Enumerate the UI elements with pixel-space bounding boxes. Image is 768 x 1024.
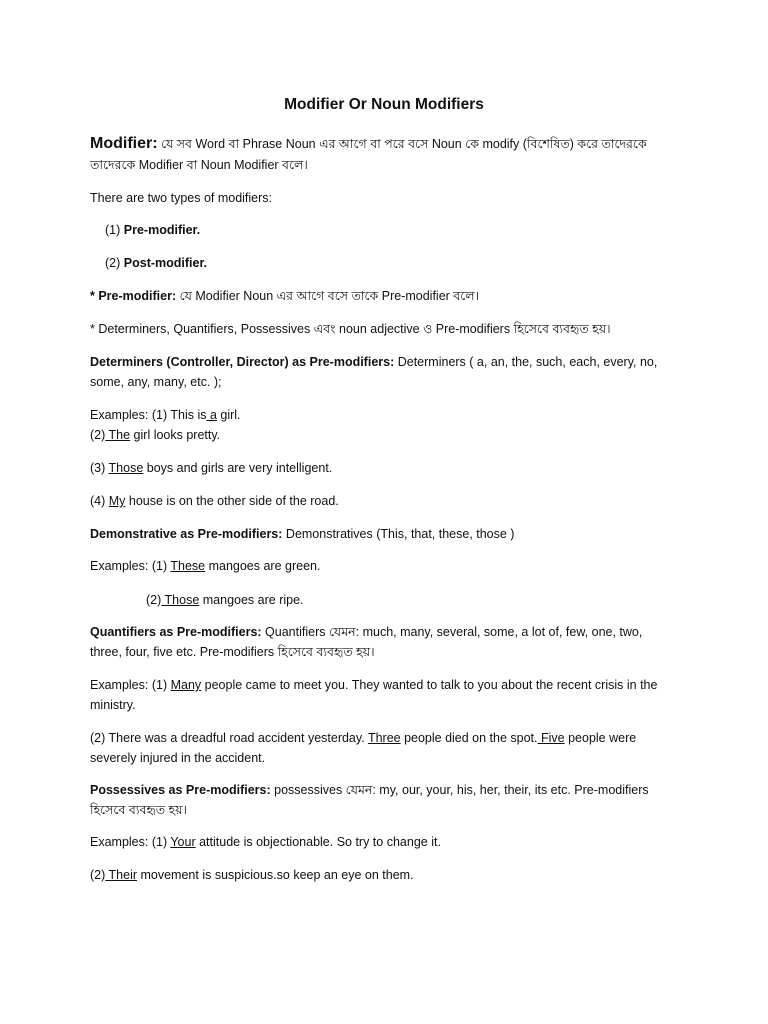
possessives-line-1 (90, 781, 690, 800)
pre-modifier-definition (90, 287, 690, 306)
type-2-label: Post-modifier. (123, 256, 208, 270)
quant-ex2-post: people were (564, 731, 637, 745)
quantifiers-text: Quantifiers যেমন: much, many, several, some, a lot of, few, one, two, (261, 625, 643, 639)
determiners-line-2: some, any, many, etc. ); (90, 375, 222, 389)
intro-text-2b: Modifier (138, 158, 184, 172)
type-1-label: Pre-modifier. (123, 223, 201, 237)
det-ex4-underlined: My (108, 494, 126, 508)
dem-ex2-pre: (2) (146, 593, 162, 607)
dem-ex1-underlined: These (170, 559, 206, 573)
pre-def-text: যে Modifier Noun এর আগে বসে তাকে Pre-modifier বলে। (179, 289, 480, 303)
type-1 (105, 221, 705, 240)
det-example-2 (90, 426, 690, 445)
type-2 (105, 254, 705, 273)
quant-ex2-mid: people died on the spot. (400, 731, 538, 745)
dem-ex2-underlined: Those (161, 593, 200, 607)
quant-example-2-cont: severely injured in the accident. (90, 751, 266, 765)
quant-example-2 (90, 729, 690, 748)
quant-ex1-post: people came to meet you. They wanted to talk to you about the recent crisis in the (201, 678, 658, 692)
dem-ex1-post: mangoes are green. (205, 559, 321, 573)
poss-ex2-post: movement is suspicious.so keep an eye on them. (137, 868, 414, 882)
det-ex2-post: girl looks pretty. (130, 428, 221, 442)
poss-ex2-underlined: Their (105, 868, 138, 882)
quant-example-1-cont: ministry. (90, 698, 136, 712)
pre-def-label: * Pre-modifier: (90, 289, 177, 303)
quant-ex1-pre: Examples: (1) (90, 678, 171, 692)
det-example-4 (90, 492, 690, 511)
determiners-text: Determiners ( a, an, the, such, each, every, no, (397, 355, 658, 369)
det-example-1 (90, 406, 690, 425)
demonstrative-text: Demonstratives (This, that, these, those ) (282, 527, 515, 541)
det-ex1-post: girl. (216, 408, 241, 422)
det-ex3-post: boys and girls are very intelligent. (143, 461, 333, 475)
intro-text: যে সব Word বা Phrase Noun এর আগে বা পরে বসে Noun কে modify (বিশেষিত) করে তাদেরকে (161, 137, 647, 151)
quantifiers-line-1 (90, 623, 690, 642)
det-ex1-underlined: a (206, 408, 217, 422)
quant-ex2-underlined: Three (367, 731, 401, 745)
det-example-3 (90, 459, 690, 478)
quant-ex2-pre: (2) There was a dreadful road accident yesterday. (90, 731, 368, 745)
poss-example-1 (90, 833, 690, 852)
quant-ex1-underlined: Many (170, 678, 202, 692)
poss-example-2 (90, 866, 690, 885)
poss-ex2-pre: (2) (90, 868, 106, 882)
type-2-num: (2) (105, 256, 121, 270)
det-ex2-pre: (2) (90, 428, 106, 442)
det-ex3-underlined: Those (108, 461, 144, 475)
intro-line-2 (90, 156, 690, 175)
det-ex1-pre: Examples: (1) This is (90, 408, 207, 422)
dem-example-1 (90, 557, 690, 576)
demonstrative-label: Demonstrative as Pre-modifiers: (90, 527, 283, 541)
poss-ex1-pre: Examples: (1) (90, 835, 171, 849)
quantifiers-line-2: three, four, five etc. Pre-modifiers হিসেবে ব্যবহৃত হয়। (90, 645, 375, 659)
possessives-line-2: হিসেবে ব্যবহৃত হয়। (90, 803, 188, 817)
det-ex4-pre: (4) (90, 494, 109, 508)
det-ex2-underlined: The (105, 428, 131, 442)
dem-example-2 (146, 591, 746, 610)
pre-modifier-list: * Determiners, Quantifiers, Possessives এবং noun adjective ও Pre-modifiers হিসেবে ব্যবহৃত হয়। (90, 322, 611, 336)
possessives-text: possessives যেমন: my, our, your, his, her, their, its etc. Pre-modifiers (270, 783, 649, 797)
poss-ex1-underlined: Your (170, 835, 196, 849)
types-intro: There are two types of modifiers: (90, 191, 273, 205)
intro-text-2c: বা Noun Modifier বলে। (186, 158, 308, 172)
intro-line-1 (90, 134, 690, 154)
determiners-label: Determiners (Controller, Director) as Pre-modifiers: (90, 355, 395, 369)
type-1-num: (1) (105, 223, 121, 237)
determiners-line-1 (90, 353, 690, 372)
intro-label: Modifier: (90, 135, 158, 152)
demonstrative-line (90, 525, 690, 544)
dem-ex1-pre: Examples: (1) (90, 559, 171, 573)
intro-text-2a: তাদেরকে (90, 158, 136, 172)
quant-ex2-underlined-2: Five (537, 731, 565, 745)
dem-ex2-post: mangoes are ripe. (199, 593, 304, 607)
det-ex4-post: house is on the other side of the road. (125, 494, 339, 508)
page-title: Modifier Or Noun Modifiers (284, 96, 484, 113)
quant-example-1 (90, 676, 690, 695)
possessives-label: Possessives as Pre-modifiers: (90, 783, 271, 797)
poss-ex1-post: attitude is objectionable. So try to change it. (195, 835, 441, 849)
quantifiers-label: Quantifiers as Pre-modifiers: (90, 625, 262, 639)
det-ex3-pre: (3) (90, 461, 109, 475)
